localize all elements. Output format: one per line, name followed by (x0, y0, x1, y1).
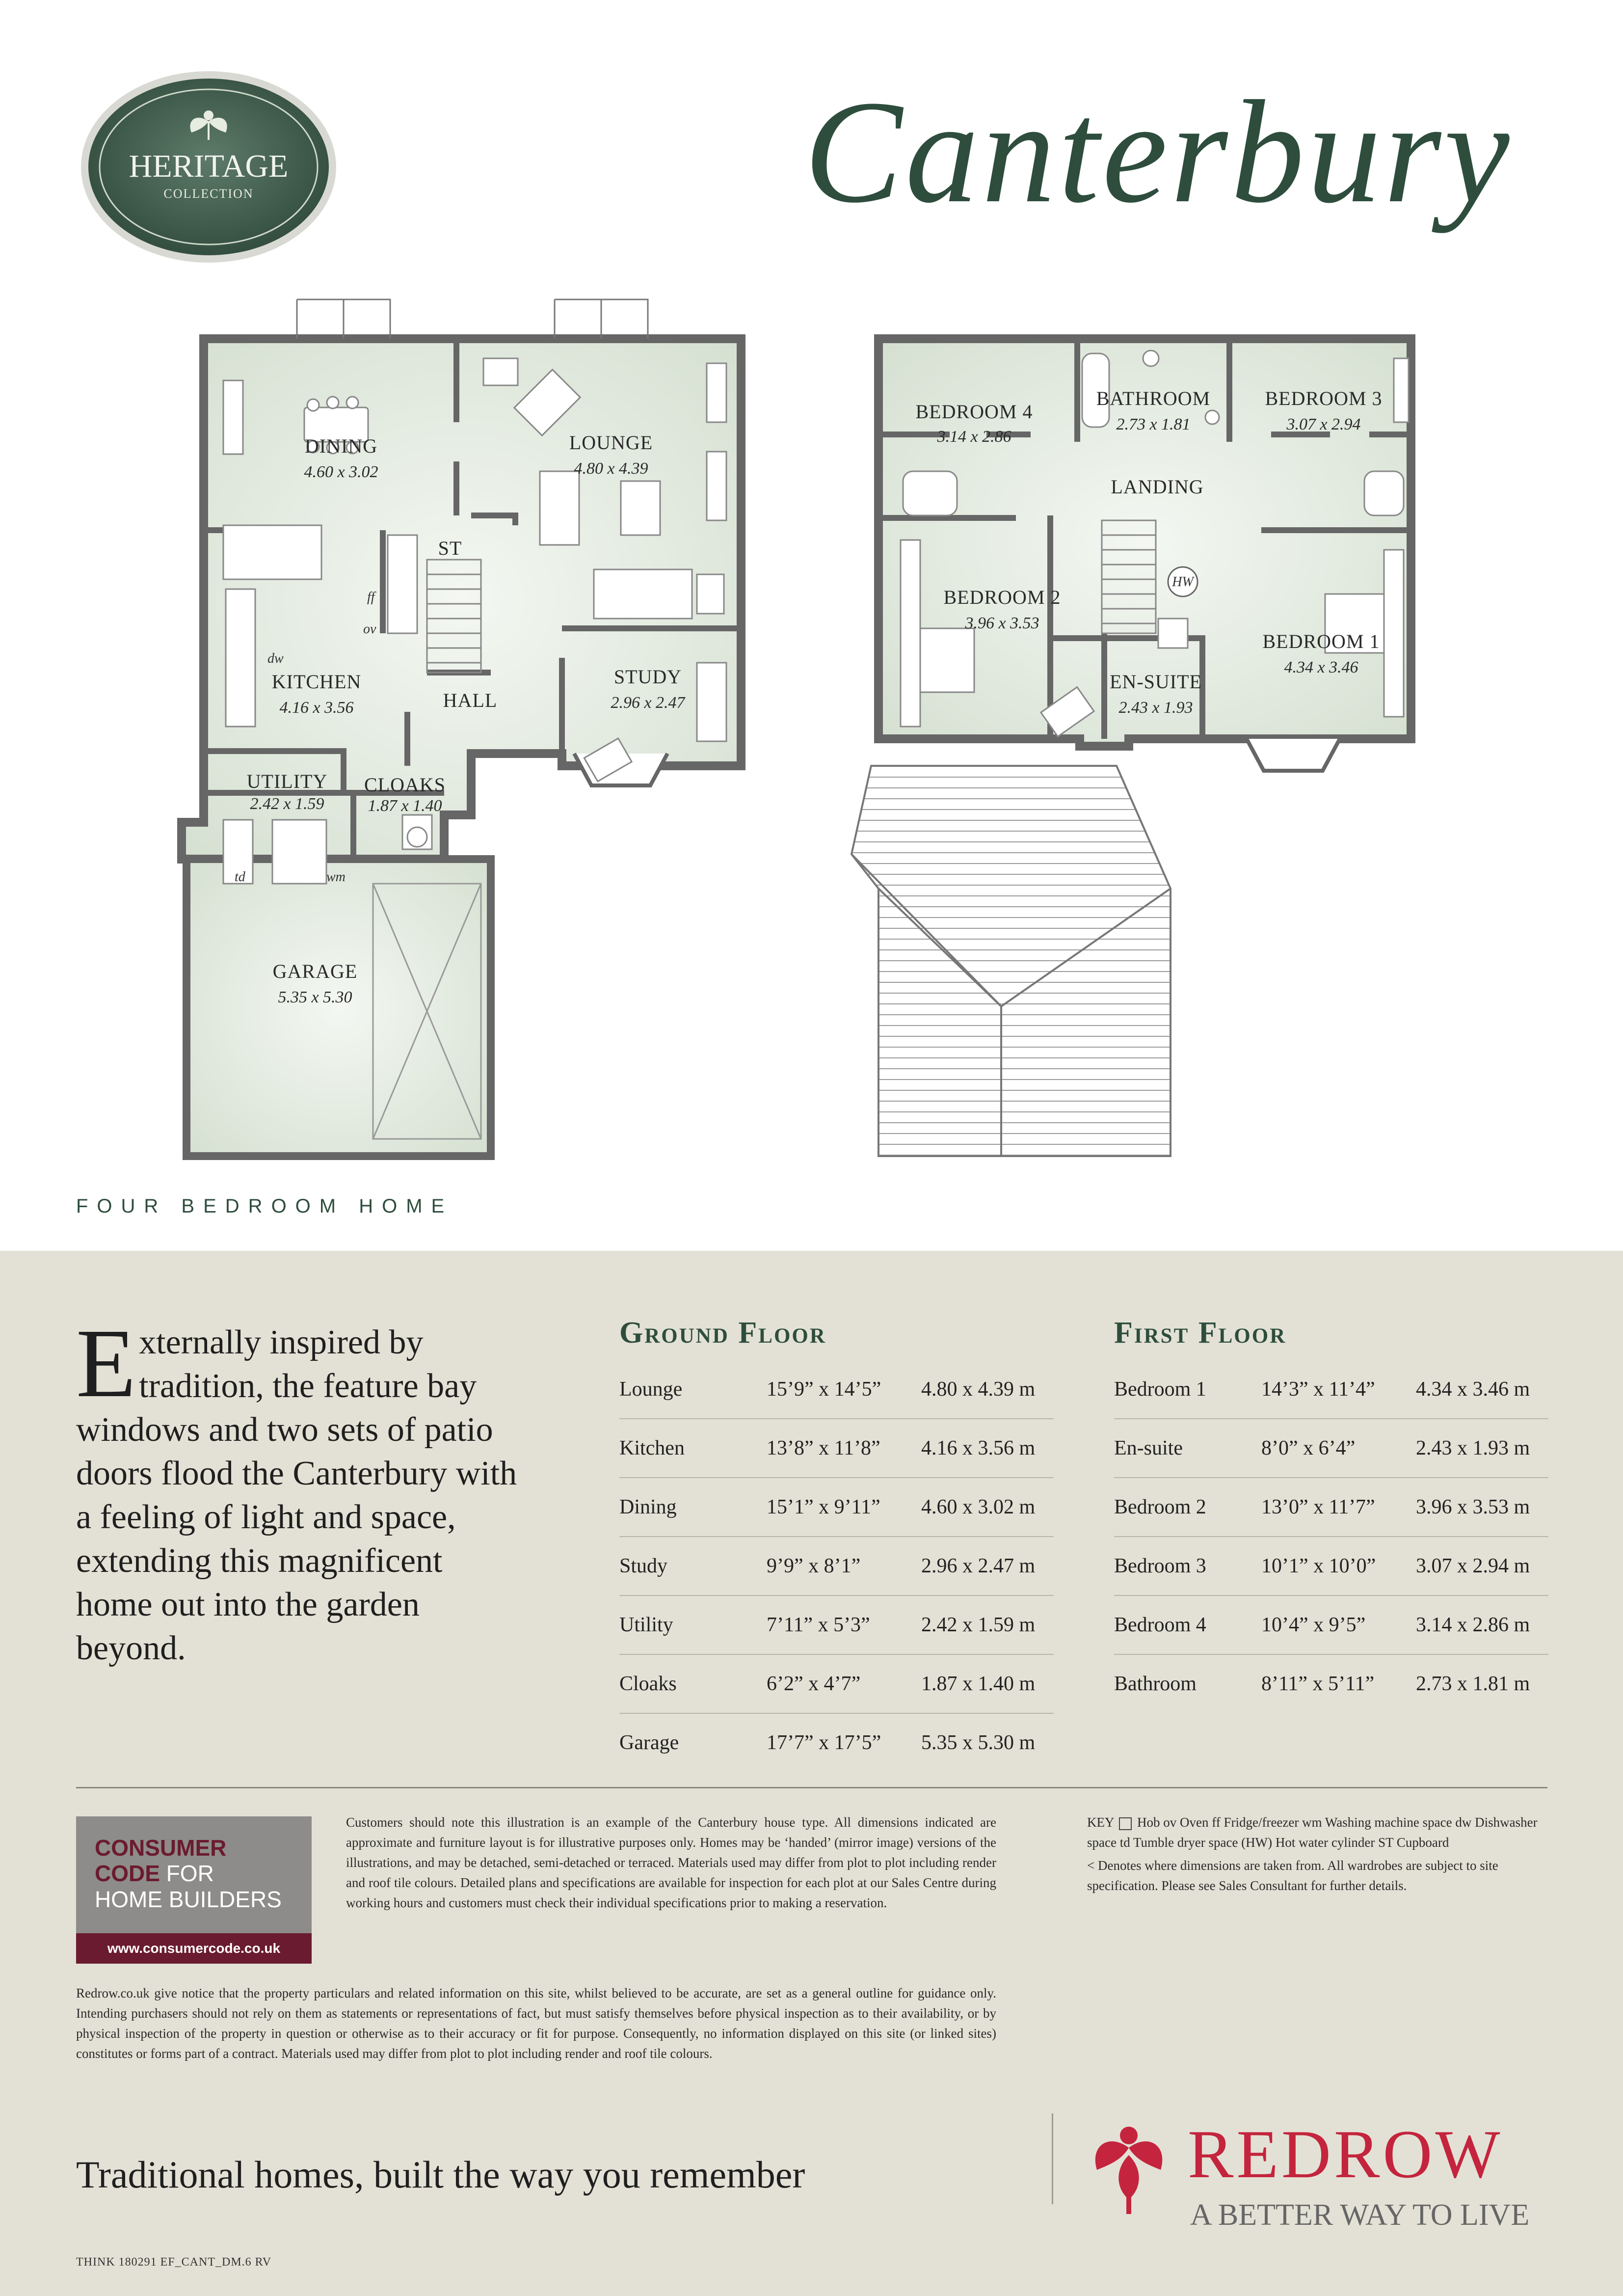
room-garage: GARAGE (272, 960, 358, 982)
room-row (619, 1360, 1054, 1419)
room-garage-dims: 5.35 x 5.30 (278, 988, 352, 1006)
dishwasher-note: dw (267, 651, 284, 666)
room-metric: 2.43 x 1.93 m (1416, 1419, 1548, 1478)
room-room: En-suite (1114, 1419, 1261, 1478)
room-imperial: 10’1” x 10’0” (1261, 1537, 1416, 1595)
room-room: Dining (619, 1478, 767, 1537)
disclaimer-text: Customers should note this illustration is an example of the Canterbury house type. All dimensions indicated are approximate and furniture layout is for illustrative purposes only. Homes may be ‘handed’ (mirror image) versions of the illustrations, and may be detached, semi-detached or terraced. Materials used may differ from plot to plot including render and roof tile colours. Detailed plans and specifications are available for inspection for each plot at our Sales Centre during working hours and customers must check their individual specifications prior to making a reservation. (346, 1815, 996, 1910)
room-bedroom-2: BEDROOM 2 (943, 586, 1061, 608)
room-imperial: 17’7” x 17’5” (767, 1731, 881, 1754)
legal-notice: Redrow.co.uk give notice that the property particulars and related information on this site, whilst believed to be accurate, are set as a general outline for guidance only. Intending purchasers should not rely on them as statements or representations of fact, but must satisfy themselves before physical inspection as to their availability, or by physical inspection of the property in question or otherwise as to their accuracy or fit for purpose. Consequently, no information displayed on this site (or linked sites) constitutes or forms part of a contract. Materials used may differ from plot to plot including render and roof tile colours. (76, 1986, 996, 2061)
room-kitchen: KITCHEN (271, 671, 362, 693)
key-label: KEY (1087, 1815, 1114, 1830)
intro-paragraph (76, 1309, 518, 1670)
floor-plans (0, 275, 1623, 1217)
room-metric: 2.73 x 1.81 m (1416, 1673, 1530, 1695)
first-floor-title: First Floor (1114, 1316, 1287, 1350)
room-dining-dims: 4.60 x 3.02 (304, 463, 378, 481)
room-room: Bedroom 4 (1114, 1595, 1261, 1654)
room-imperial: 7’11” x 5’3” (767, 1595, 921, 1654)
key-block (1087, 1812, 1546, 1896)
room-kitchen-dims: 4.16 x 3.56 (279, 699, 354, 717)
room-room: Garage (619, 1731, 679, 1754)
room-row (619, 1595, 1054, 1654)
room-bedroom-4-dims: 3.14 x 2.86 (937, 428, 1011, 446)
redrow-logo (1080, 2116, 1551, 2239)
room-metric: 1.87 x 1.40 m (921, 1654, 1054, 1713)
first-floor-section (1114, 1316, 1548, 1713)
room-imperial: 13’0” x 11’7” (1261, 1478, 1416, 1537)
redrow-rose-icon (1095, 2127, 1162, 2214)
tagline: Traditional homes, built the way you remember (76, 2153, 805, 2196)
room-row (1114, 1478, 1548, 1537)
room-row (619, 1654, 1054, 1713)
room-imperial: 6’2” x 4’7” (767, 1654, 921, 1713)
room-room: Bedroom 2 (1114, 1478, 1261, 1537)
room-row (619, 1537, 1054, 1595)
reference-code: THINK 180291 EF_CANT_DM.6 RV (76, 2256, 272, 2269)
room-metric: 3.07 x 2.94 m (1416, 1537, 1548, 1595)
room-room: Utility (619, 1595, 767, 1654)
room-room: Kitchen (619, 1419, 767, 1478)
hot-water-label: HW (1172, 574, 1194, 590)
tumble-dryer-note: td (235, 869, 245, 885)
room-study: STUDY (613, 666, 682, 688)
room-bedroom-1: BEDROOM 1 (1262, 630, 1380, 652)
room-study-dims: 2.96 x 2.47 (611, 694, 685, 712)
consumer-code-line3: HOME BUILDERS (95, 1887, 282, 1912)
room-row (619, 1419, 1054, 1478)
room-imperial: 8’0” x 6’4” (1261, 1419, 1416, 1478)
room-row (1114, 1419, 1548, 1478)
ground-floor-section (619, 1316, 1054, 1772)
room-metric: 4.80 x 4.39 m (921, 1360, 1054, 1419)
heritage-collection-badge (76, 66, 341, 268)
room-row (619, 1713, 1054, 1772)
house-name-heading (766, 59, 1551, 245)
room-metric: 2.42 x 1.59 m (921, 1595, 1054, 1654)
house-name: Canterbury (804, 70, 1513, 233)
room-imperial: 15’1” x 9’11” (767, 1478, 921, 1537)
ground-floor-table (619, 1360, 1054, 1772)
room-imperial: 13’8” x 11’8” (767, 1419, 921, 1478)
first-floor-table (1114, 1360, 1548, 1713)
first-floor-plan (851, 339, 1411, 1156)
fridge-note: ff (367, 590, 375, 605)
room-bathroom: BATHROOM (1096, 387, 1211, 409)
room-dining: DINING (304, 435, 378, 457)
redrow-name: REDROW (1188, 2116, 1503, 2192)
room-row (1114, 1654, 1548, 1713)
consumer-code-url[interactable]: www.consumercode.co.uk (76, 1933, 312, 1964)
room-lounge-dims: 4.80 x 4.39 (574, 459, 648, 478)
garage-roof (851, 766, 1171, 1156)
room-imperial: 9’9” x 8’1” (767, 1537, 921, 1595)
room-imperial: 15’9” x 14’5” (767, 1360, 921, 1419)
room-room: Lounge (619, 1360, 767, 1419)
room-metric: 3.14 x 2.86 m (1416, 1595, 1548, 1654)
room-bedroom-4: BEDROOM 4 (915, 401, 1033, 423)
room-metric: 5.35 x 5.30 m (921, 1731, 1036, 1754)
washing-machine-note: wm (326, 869, 346, 885)
redrow-slogan: A BETTER WAY TO LIVE (1190, 2198, 1530, 2232)
room-metric: 2.96 x 2.47 m (921, 1537, 1054, 1595)
key-text: Hob ov Oven ff Fridge/freezer wm Washing machine space dw Dishwasher space td Tumble dryer space (HW) Hot water cylinder ST Cupboard (1087, 1815, 1538, 1850)
consumer-code-logo (76, 1816, 312, 1964)
consumer-code-line1: CONSUMER CODE FOR (95, 1835, 227, 1886)
room-imperial: 10’4” x 9’5” (1261, 1595, 1416, 1654)
room-bedroom-1-dims: 4.34 x 3.46 (1284, 658, 1358, 676)
badge-title: HERITAGE (129, 148, 289, 184)
room-cloaks-dims: 1.87 x 1.40 (368, 797, 442, 815)
room-en-suite: EN-SUITE (1110, 671, 1202, 693)
intro-text: xternally inspired by tradition, the feature bay windows and two sets of patio doors flood the Canterbury with a feeling of light and space, extending this magnificent home out into the garden beyond. (76, 1324, 517, 1667)
room-bedroom-2-dims: 3.96 x 3.53 (965, 614, 1039, 632)
footer-divider (1052, 2113, 1053, 2204)
room-bedroom-3: BEDROOM 3 (1265, 387, 1383, 409)
intro-drop-cap: E (76, 1309, 136, 1418)
room-room: Bedroom 1 (1114, 1360, 1261, 1419)
room-cloaks: CLOAKS (364, 774, 446, 796)
key-note: < Denotes where dimensions are taken from. All wardrobes are subject to site specification. Please see Sales Consultant for further details. (1087, 1858, 1498, 1893)
cupboard-label: ST (438, 537, 462, 559)
oven-note: ov (363, 621, 376, 637)
room-bedroom-3-dims: 3.07 x 2.94 (1286, 415, 1361, 433)
room-metric: 4.60 x 3.02 m (921, 1478, 1054, 1537)
room-utility-dims: 2.42 x 1.59 (250, 795, 324, 813)
room-metric: 4.34 x 3.46 m (1416, 1360, 1548, 1419)
room-room: Study (619, 1537, 767, 1595)
room-bathroom-dims: 2.73 x 1.81 (1116, 415, 1191, 433)
ground-floor-plan (182, 299, 741, 1156)
room-metric: 3.96 x 3.53 m (1416, 1478, 1548, 1537)
room-metric: 4.16 x 3.56 m (921, 1419, 1054, 1478)
room-imperial: 8’11” x 5’11” (1261, 1673, 1375, 1695)
room-room: Cloaks (619, 1654, 767, 1713)
room-row (1114, 1360, 1548, 1419)
hob-icon (1119, 1817, 1132, 1830)
room-room: Bathroom (1114, 1673, 1197, 1695)
room-row (1114, 1537, 1548, 1595)
garage-structure (186, 859, 491, 1156)
room-room: Bedroom 3 (1114, 1537, 1261, 1595)
room-utility: UTILITY (246, 770, 328, 792)
room-lounge: LOUNGE (569, 432, 653, 454)
room-hall: HALL (443, 689, 498, 711)
room-en-suite-dims: 2.43 x 1.93 (1118, 699, 1193, 717)
room-row (619, 1478, 1054, 1537)
room-row (1114, 1595, 1548, 1654)
badge-subtitle: COLLECTION (163, 187, 254, 201)
room-landing: LANDING (1111, 476, 1204, 498)
section-divider (76, 1787, 1547, 1788)
room-imperial: 14’3” x 11’4” (1261, 1360, 1416, 1419)
ground-floor-title: Ground Floor (619, 1316, 826, 1350)
house-type-subtitle: FOUR BEDROOM HOME (76, 1195, 453, 1217)
